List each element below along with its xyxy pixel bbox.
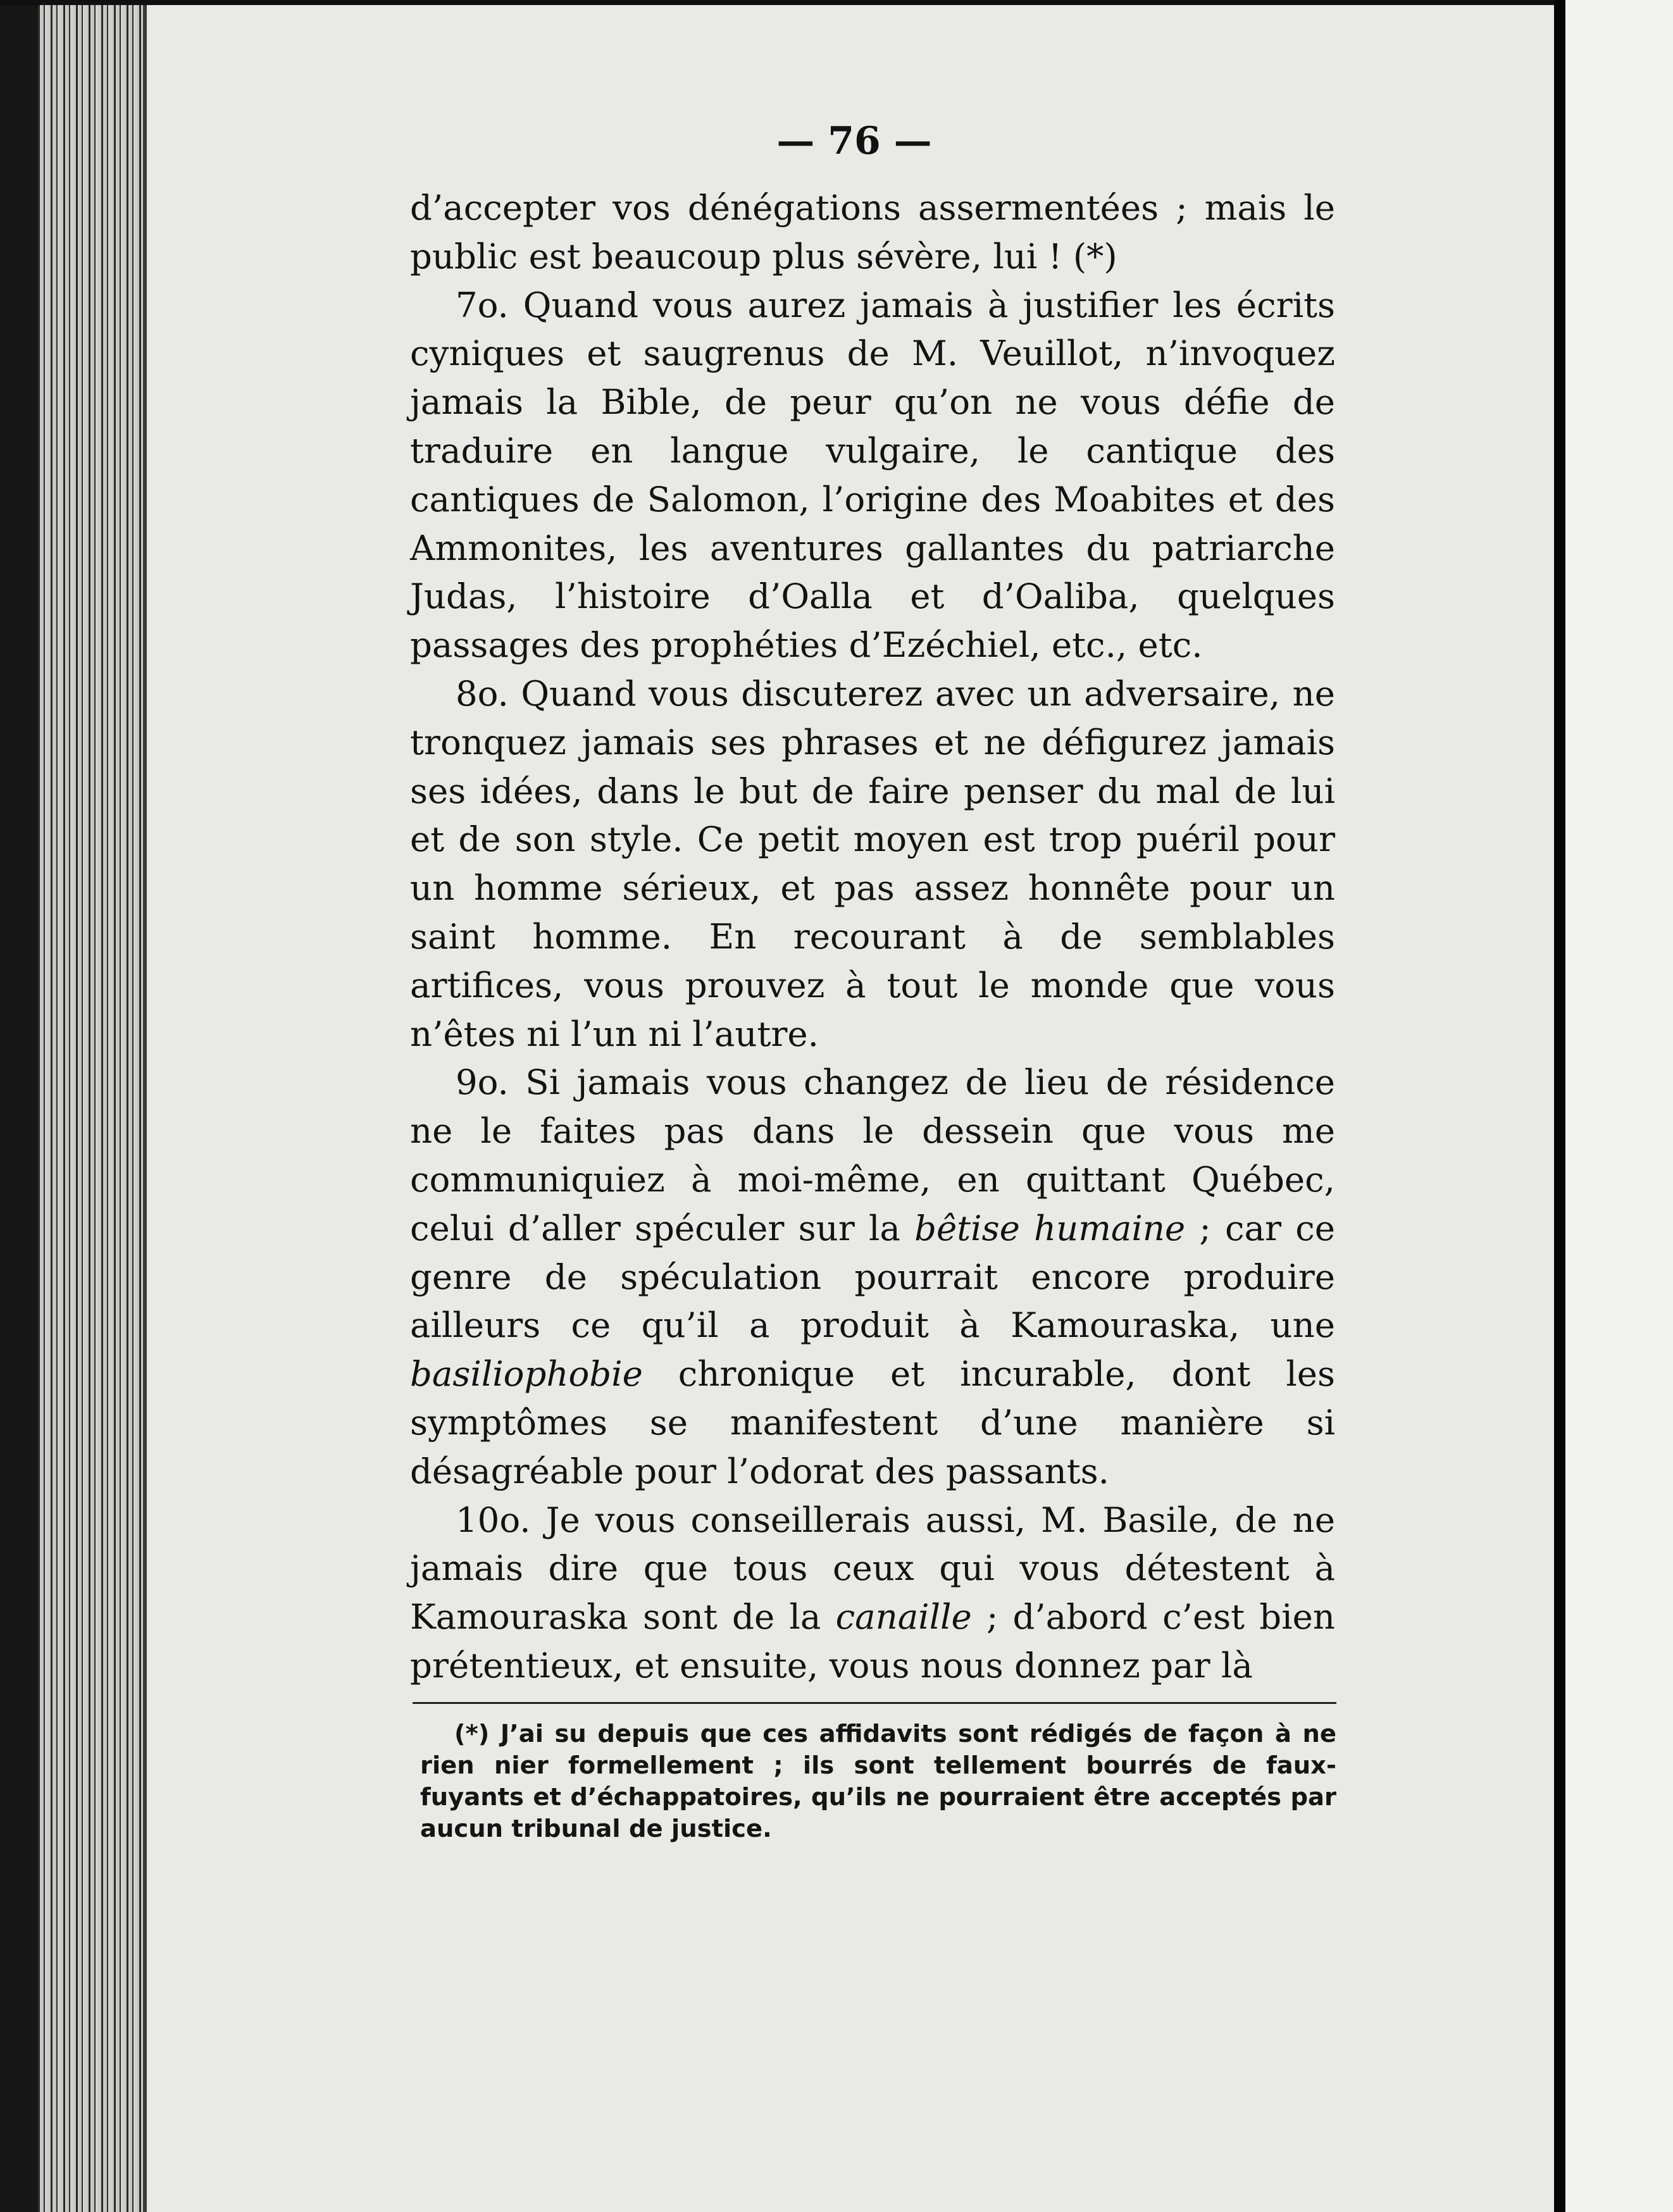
page-number: — 76 — — [776, 119, 932, 163]
footnote-rule — [413, 1702, 1336, 1704]
paragraph — [410, 669, 1335, 1058]
top-scan-border — [0, 0, 1673, 5]
text-run: d’accepter vos dénégations assermentées ; mais le public est beaucoup plus sévère, lui ! (*) — [410, 187, 1335, 276]
body-text — [410, 183, 1335, 1690]
italic-phrase: bêtise humaine — [914, 1207, 1186, 1248]
gutter-line — [143, 0, 147, 2212]
italic-phrase: canaille — [835, 1596, 972, 1637]
right-scan-border — [1554, 0, 1565, 2212]
text-run: 8o. Quand vous discuterez avec un adversaire, ne tronquez jamais ses phrases et ne défigurez jamais ses idées, dans le but de faire penser du mal de lui et de son style. Ce petit moyen est trop puéril pour un homme sérieux, et pas assez honnête pour un saint homme. En recourant à de semblables artifices, vous prouvez à tout le monde que vous n’êtes ni l’un ni l’autre. — [410, 673, 1335, 1054]
footnote-text: (*) J’ai su depuis que ces affidavits sont rédigés de façon à ne rien nier formellement ; ils sont tellement bourrés de faux-fuyants et d’échappatoires, qu’ils ne pourraient être acceptés par aucun tribunal de justice. — [420, 1720, 1336, 1843]
paragraph — [410, 1496, 1335, 1690]
text-run: ; d’abord c’est bien prétentieux, et ensuite, vous nous donnez par là — [410, 1596, 1335, 1686]
text-run: chronique et incurable, dont les symptômes se manifestent d’une manière si désagréable pour l’odorat des passants. — [410, 1353, 1335, 1491]
binding-shadow — [0, 0, 38, 2212]
paragraph — [410, 1058, 1335, 1495]
paragraph — [410, 281, 1335, 669]
text-run: 7o. Quand vous aurez jamais à justifier les écrits cyniques et saugrenus de M. Veuillot, n’invoquez jamais la Bible, de peur qu’on ne vous défie de traduire en langue vulgaire, le cantique des cantiques de Salomon, l’origine des Moabites et des Ammonites, les aventures gallantes du patriarche Judas, l’histoire d’Oalla et d’Oaliba, quelques passages des prophéties d’Ezéchiel, etc., etc. — [410, 284, 1335, 666]
text-run: 9o. Si jamais vous changez de lieu de résidence ne le faites pas dans le dessein que vous me communiquiez à moi-même, en quittant Québec, celui d’aller spéculer sur la — [410, 1062, 1335, 1248]
text-run: 10o. Je vous conseillerais aussi, M. Basile, de ne jamais dire que tous ceux qui vous détestent à Kamouraska sont de la — [410, 1499, 1335, 1637]
facing-page-margin — [1565, 0, 1673, 2212]
footnote — [420, 1718, 1336, 1845]
italic-phrase: basiliophobie — [410, 1353, 643, 1395]
text-run: ; car ce genre de spéculation pourrait encore produire ailleurs ce qu’il a produit à Kamouraska, une — [410, 1207, 1335, 1346]
paragraph — [410, 183, 1335, 281]
